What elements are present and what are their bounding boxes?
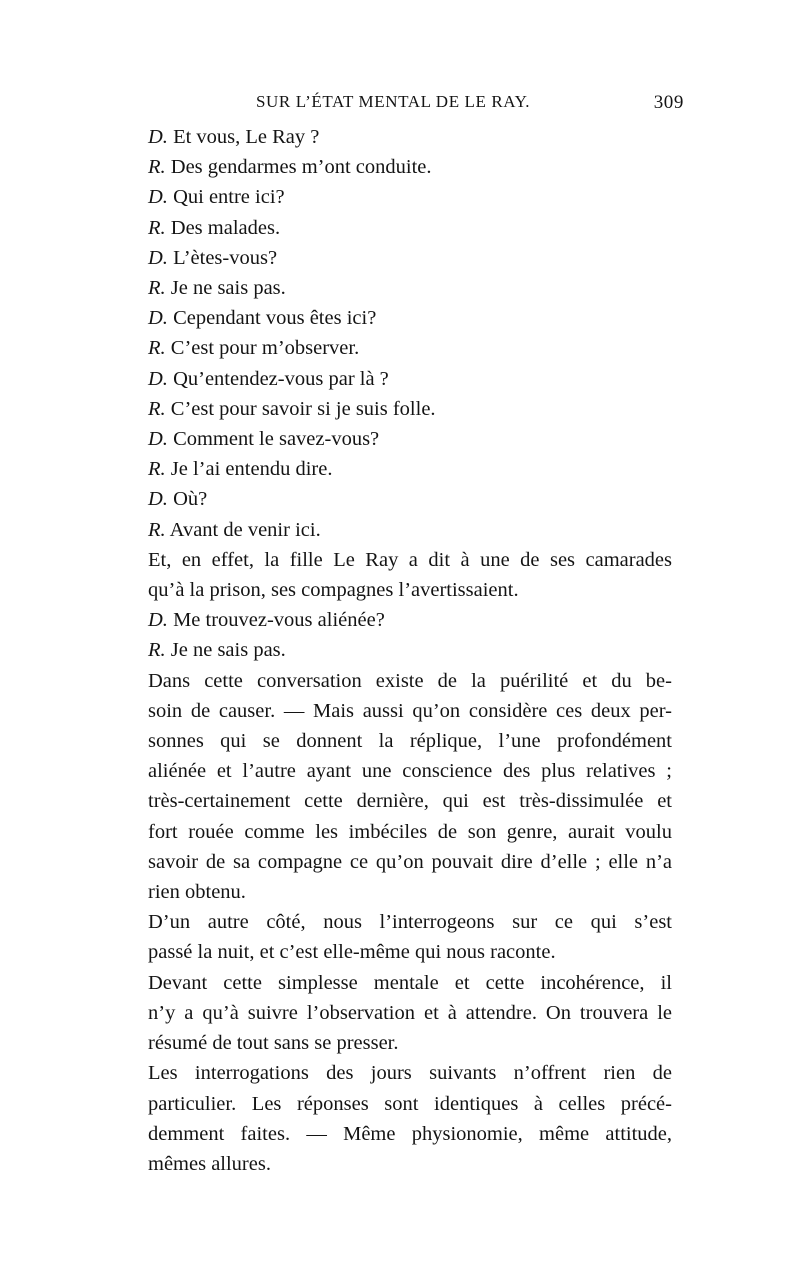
text-line: sonnes qui se donnent la réplique, l’une profondément	[148, 730, 672, 753]
speaker: R.	[148, 458, 166, 481]
text-line: très-certainement cette dernière, qui est très-dissimulée et	[148, 790, 672, 813]
reply: Je ne sais pas.	[170, 639, 286, 662]
text-line: savoir de sa compagne ce qu’on pouvait dire d’elle ; elle n’a	[148, 850, 672, 873]
paragraph-4	[148, 968, 672, 1059]
dialogue-line	[148, 605, 672, 635]
text-line: Les interrogations des jours suivants n’offrent rien de	[148, 1062, 672, 1085]
dialogue-line	[148, 364, 672, 394]
text-line: résumé de tout sans se presser.	[148, 1032, 399, 1055]
dialogue-line	[148, 635, 672, 665]
text-line: Devant cette simplesse mentale et cette incohérence, il	[148, 971, 672, 994]
reply: Comment le savez-vous?	[173, 428, 380, 451]
speaker: D.	[148, 186, 168, 209]
dialogue-line	[148, 303, 672, 333]
reply: Avant de venir ici.	[169, 518, 321, 541]
dialogue-block-2	[148, 605, 672, 665]
dialogue-block-1	[148, 122, 672, 545]
reply: Où?	[173, 488, 208, 511]
speaker: R.	[148, 277, 166, 300]
body-text	[148, 122, 672, 1179]
reply: Des malades.	[170, 216, 281, 239]
speaker: D.	[148, 488, 168, 511]
page-number: 309	[653, 92, 684, 113]
speaker: D.	[148, 367, 168, 390]
text-line: Et, en effet, la fille Le Ray a dit à une de ses camarades	[148, 548, 672, 571]
reply: L’ètes-vous?	[173, 246, 278, 269]
speaker: D.	[148, 609, 168, 632]
reply: C’est pour m’observer.	[170, 337, 360, 360]
speaker: D.	[148, 126, 168, 148]
speaker: D.	[148, 428, 168, 451]
text-line: Dans cette conversation existe de la puérilité et du be-	[148, 669, 672, 692]
reply: Je ne sais pas.	[170, 277, 286, 300]
reply: Et vous, Le Ray ?	[173, 126, 320, 148]
speaker: R.	[148, 337, 166, 360]
dialogue-line	[148, 122, 672, 152]
text-line: qu’à la prison, ses compagnes l’avertissaient.	[148, 579, 519, 602]
dialogue-line	[148, 273, 672, 303]
dialogue-line	[148, 484, 672, 514]
speaker: R.	[148, 156, 166, 179]
dialogue-line	[148, 515, 672, 545]
dialogue-line	[148, 213, 672, 243]
text-line: passé la nuit, et c’est elle-même qui nous raconte.	[148, 941, 556, 964]
text-line: demment faites. — Même physionomie, même attitude,	[148, 1122, 672, 1145]
dialogue-line	[148, 424, 672, 454]
text-line: particulier. Les réponses sont identiques à celles précé-	[148, 1092, 672, 1115]
text-line: rien obtenu.	[148, 881, 246, 904]
dialogue-line	[148, 454, 672, 484]
speaker: R.	[148, 518, 166, 541]
reply: Qu’entendez-vous par là ?	[173, 367, 389, 390]
reply: Qui entre ici?	[173, 186, 285, 209]
text-line: D’un autre côté, nous l’interrogeons sur ce qui s’est	[148, 911, 672, 934]
reply: C’est pour savoir si je suis folle.	[170, 397, 436, 420]
running-title: SUR L’ÉTAT MENTAL DE LE RAY.	[256, 92, 531, 111]
speaker: D.	[148, 307, 168, 330]
speaker: R.	[148, 397, 166, 420]
text-line: fort rouée comme les imbéciles de son genre, aurait voulu	[148, 820, 672, 843]
speaker: D.	[148, 246, 168, 269]
speaker: R.	[148, 216, 166, 239]
dialogue-line	[148, 243, 672, 273]
reply: Cependant vous êtes ici?	[173, 307, 377, 330]
reply: Me trouvez-vous aliénée?	[173, 609, 385, 632]
paragraph-3	[148, 907, 672, 967]
reply: Je l’ai entendu dire.	[170, 458, 333, 481]
dialogue-line	[148, 182, 672, 212]
text-line: aliénée et l’autre ayant une conscience des plus relatives ;	[148, 760, 672, 783]
dialogue-line	[148, 333, 672, 363]
paragraph-5	[148, 1058, 672, 1179]
text-line: soin de causer. — Mais aussi qu’on considère ces deux per-	[148, 699, 672, 722]
speaker: R.	[148, 639, 166, 662]
dialogue-line	[148, 152, 672, 182]
text-line: mêmes allures.	[148, 1152, 271, 1175]
reply: Des gendarmes m’ont conduite.	[170, 156, 432, 179]
paragraph-1	[148, 545, 672, 605]
paragraph-2	[148, 666, 672, 908]
dialogue-line	[148, 394, 672, 424]
text-line: n’y a qu’à suivre l’observation et à attendre. On trouvera le	[148, 1001, 672, 1024]
